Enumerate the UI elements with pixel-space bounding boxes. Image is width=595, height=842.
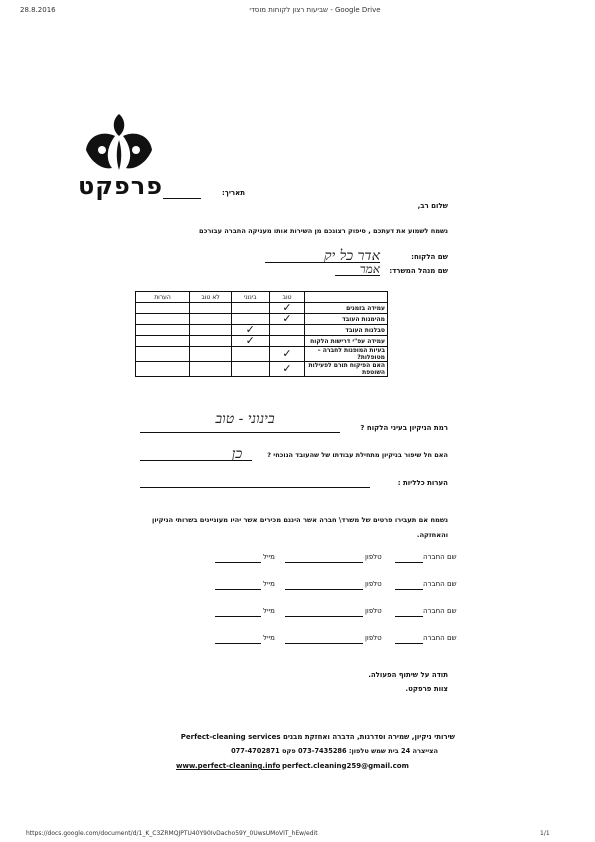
table-row xyxy=(136,347,388,362)
notes-cell[interactable] xyxy=(136,347,190,362)
date-line xyxy=(163,198,201,199)
email-line[interactable] xyxy=(215,643,261,644)
good-cell[interactable]: ✓ xyxy=(269,303,305,314)
print-url: https://docs.google.com/document/d/1_K_C3ZRMQJPTU40Y90IvDacho59Y_0UwsUMoVIT_hEw/edit xyxy=(26,830,318,837)
notes-cell[interactable] xyxy=(136,362,190,377)
email-label: מייל xyxy=(263,580,275,588)
cleanliness-line xyxy=(140,432,340,433)
criterion-label: סבלנות העובד xyxy=(305,325,388,336)
email-line[interactable] xyxy=(215,616,261,617)
logo xyxy=(82,110,157,174)
cleanliness-label: רמת הניקיון בעיני הלקוח ? xyxy=(360,424,448,432)
criterion-label: עמידה בזמנים xyxy=(305,303,388,314)
criterion-label: עמידה עפ"י דרישות הלקוח xyxy=(305,336,388,347)
general-notes-label: הערות כלליות : xyxy=(397,479,448,487)
good-cell[interactable] xyxy=(269,325,305,336)
criterion-label: מהימנות העובד xyxy=(305,314,388,325)
company-line[interactable] xyxy=(395,616,423,617)
footer-services xyxy=(170,733,455,741)
office-manager-label: שם מנהל המשרד: xyxy=(389,267,448,275)
not-good-cell[interactable] xyxy=(190,336,232,347)
referral-row xyxy=(175,553,457,565)
services-en: Perfect-cleaning services xyxy=(180,733,281,741)
improvement-line xyxy=(140,460,252,461)
client-name-value: אדר כל יק xyxy=(324,248,380,264)
company-line[interactable] xyxy=(395,562,423,563)
average-cell[interactable]: ✓ xyxy=(231,325,269,336)
good-cell[interactable] xyxy=(269,336,305,347)
email-line[interactable] xyxy=(215,562,261,563)
notes-cell[interactable] xyxy=(136,325,190,336)
company-line[interactable] xyxy=(395,589,423,590)
print-date: 28.8.2016 xyxy=(20,6,56,14)
table-row xyxy=(136,362,388,377)
general-notes-line[interactable] xyxy=(140,487,370,488)
phone-label: טלפון xyxy=(365,553,382,561)
improvement-label: האם חל שיפור בניקיון מתחילת עבודתו של שהעובד הנוכחי ? xyxy=(267,451,448,459)
referral-row xyxy=(175,580,457,592)
good-cell[interactable]: ✓ xyxy=(269,362,305,377)
phone-label: טלפון xyxy=(365,580,382,588)
average-cell[interactable] xyxy=(231,362,269,377)
not-good-cell[interactable] xyxy=(190,314,232,325)
criterion-label: בעיות המופנות לחברה – מטופלות? xyxy=(305,347,388,362)
footer-website-link[interactable]: www.perfect-cleaning.info xyxy=(176,762,281,770)
print-title: שביעות רצון לקוחות מוסדי - Google Drive xyxy=(249,6,381,14)
not-good-cell[interactable] xyxy=(190,325,232,336)
thanks-text: תודה על שיתוף הפעולה. xyxy=(368,671,448,679)
greeting: שלום רב, xyxy=(417,202,448,210)
table-row xyxy=(136,303,388,314)
header-not-good: לא טוב xyxy=(190,292,232,303)
services-he: שירותי ניקיון, שמירה וסדרנות, הדברה ואחזקת מבנים xyxy=(282,733,455,741)
header-average: בינוני xyxy=(231,292,269,303)
not-good-cell[interactable] xyxy=(190,362,232,377)
company-label: שם החברה xyxy=(423,607,457,615)
team-signature: צוות פרפקט. xyxy=(405,685,448,693)
not-good-cell[interactable] xyxy=(190,303,232,314)
improvement-answer: כן xyxy=(231,446,243,462)
date-label: תאריך: xyxy=(222,189,245,197)
notes-cell[interactable] xyxy=(136,314,190,325)
company-label: שם החברה xyxy=(423,580,457,588)
criterion-label: האם הפיקוח תורם לפעילות השוטפת xyxy=(305,362,388,377)
client-name-label: שם הלקוח: xyxy=(411,253,448,261)
header-criterion xyxy=(305,292,388,303)
referral-text: נשמח אם תעבירו פרטים של משרד\ חברה אשר היננם מכירים אשר יהיו מעוניינים בשרותי הניקיון והאחזקה. xyxy=(152,516,448,539)
email-line[interactable] xyxy=(215,589,261,590)
good-cell[interactable]: ✓ xyxy=(269,314,305,325)
office-manager-line xyxy=(335,275,380,276)
header-notes: הערות xyxy=(136,292,190,303)
table-row xyxy=(136,314,388,325)
average-cell[interactable]: ✓ xyxy=(231,336,269,347)
average-cell[interactable] xyxy=(231,347,269,362)
satisfaction-table xyxy=(135,291,388,377)
phone-line[interactable] xyxy=(285,589,363,590)
table-row xyxy=(136,336,388,347)
footer-address: הצייצרה 24 בית שמש טלפון: 073-7435286 פקס 077-4702871 xyxy=(231,747,438,755)
phone-line[interactable] xyxy=(285,616,363,617)
company-line[interactable] xyxy=(395,643,423,644)
table-row xyxy=(136,325,388,336)
email-label: מייל xyxy=(263,634,275,642)
leaf-emblem-icon xyxy=(82,110,157,174)
referral-row xyxy=(175,634,457,646)
not-good-cell[interactable] xyxy=(190,347,232,362)
notes-cell[interactable] xyxy=(136,303,190,314)
brand-name: פרפקט xyxy=(78,172,163,200)
good-cell[interactable]: ✓ xyxy=(269,347,305,362)
company-label: שם החברה xyxy=(423,634,457,642)
header-good: טוב xyxy=(269,292,305,303)
intro-text: נשמח לשמוע את דעתכם , סיפוק רצונכם מן השירות אותו מעניקה החברה עבורכם xyxy=(199,227,448,235)
referral-row xyxy=(175,607,457,619)
email-label: מייל xyxy=(263,607,275,615)
footer-email[interactable]: perfect.cleaning259@gmail.com xyxy=(282,762,409,770)
notes-cell[interactable] xyxy=(136,336,190,347)
print-page-number: 1/1 xyxy=(540,830,550,837)
phone-label: טלפון xyxy=(365,634,382,642)
company-label: שם החברה xyxy=(423,553,457,561)
phone-line[interactable] xyxy=(285,562,363,563)
table-header-row xyxy=(136,292,388,303)
average-cell[interactable] xyxy=(231,303,269,314)
email-label: מייל xyxy=(263,553,275,561)
phone-line[interactable] xyxy=(285,643,363,644)
phone-label: טלפון xyxy=(365,607,382,615)
cleanliness-answer: בינוני - טוב xyxy=(215,411,275,427)
office-manager-value: אמר xyxy=(359,262,380,276)
